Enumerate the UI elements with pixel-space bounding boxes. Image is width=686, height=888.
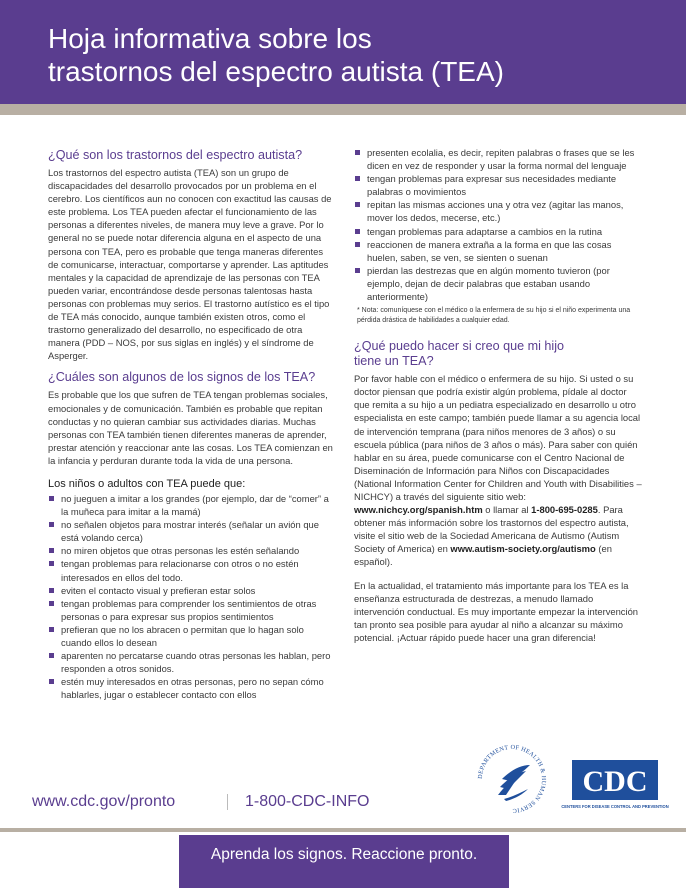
- section-heading-what: ¿Qué son los trastornos del espectro autista?: [48, 148, 303, 162]
- body-text-part: (en español).: [354, 543, 612, 568]
- list-item: tengan problemas para adaptarse a cambios en la rutina: [354, 225, 642, 238]
- list-item: pierdan las destrezas que en algún momento tuvieron (por ejemplo, dejan de decir palabras que estaban usando anteriormente): [354, 264, 642, 303]
- signs-list-continued: [354, 146, 642, 303]
- section-heading-signs: ¿Cuáles son algunos de los signos de los TEA?: [48, 370, 316, 385]
- body-text-part: . Para obtener más información sobre los trastornos del espectro autista, visite el sitio web de la Sociedad Americana de Autismo (Autism Society of America) en: [354, 504, 629, 555]
- footer-website-link[interactable]: www.cdc.gov/pronto: [32, 793, 176, 810]
- footer-divider: [227, 794, 228, 810]
- footer-phone[interactable]: 1-800-CDC-INFO: [245, 793, 370, 810]
- hhs-seal-text: DEPARTMENT OF HEALTH & HUMAN SERVIC: [476, 743, 548, 815]
- left-column: [48, 148, 334, 701]
- list-item: reaccionen de manera extraña a la forma en que las cosas huelen, saben, se ven, se sienten o suenan: [354, 238, 642, 264]
- right-column: [354, 146, 642, 644]
- list-item: no señalen objetos para mostrar interés (señalar un avión que está volando cerca): [48, 518, 334, 544]
- section-body-what: Los trastornos del espectro autista (TEA) son un grupo de discapacidades del desarrollo provocados por un problema en el cerebro. Los científicos aun no conocen con exactitud las causas de este problema. Los TEA pueden afectar el funcionamiento de las personas a diferentes niveles, de manera muy leve a grave. Por lo general no se puede notar diferencia alguna en el aspecto de una persona con TEA, pero es probable que tenga maneras diferentes de comunicarse, interactuar, comportarse y aprender. Las aptitudes mentales y la capacidad de aprendizaje de las personas con TEA pueden variar, encontrándose desde personas talentosas hasta personas con problemas muy serios. El trastorno autístico es el tipo de TEA más conocido, aunque también existen otros, como el trastorno generalizado del desarrollo, no especificado de otra manera (PDD – NOS, por sus siglas en inglés) y el síndrome de Asperger.: [48, 167, 332, 362]
- body-text-part: Por favor hable con el médico o enfermera de su hijo. Si usted o su doctor piensan que podría existir algún problema, pídale al doctor que remita a su hijo a un pediatra especializado en desarrollo u otro especialista en este campo; también puede llamar a su agencia local de intervención temprana (para niños menores de 3 años) o su escuela pública (para niños de 3 años o más). Para saber con quién hablar en su área, puede comunicarse con el Centro Nacional de Diseminación de Información para Niños con Discapacidades (National Information Center for Children and Youth with Disabilities – NICHCY) a través del siguiente sitio web:: [354, 373, 642, 502]
- footnote: * Nota: comuníquese con el médico o la enfermera de su hijo si el niño experimenta una pérdida drástica de habilidades a cualquier edad.: [357, 307, 631, 324]
- list-item: presenten ecolalia, es decir, repiten palabras o frases que se les dicen en vez de responder y usar la forma normal del lenguaje: [354, 146, 642, 172]
- list-item: repitan las mismas acciones una y otra vez (agitar las manos, mover los dedos, mecerse, etc.): [354, 198, 642, 224]
- list-item: estén muy interesados en otras personas, pero no sepan cómo hablarles, jugar o establecer contacto con ellos: [48, 675, 334, 701]
- header-rule: [0, 104, 686, 115]
- section-body-treatment: En la actualidad, el tratamiento más importante para los TEA es la enseñanza estructurada de destrezas, a menudo llamado intervención conductual. Es muy importante empezar la intervención tan pronto sea posible para ayudar al niño a alcanzar su máximo potencial. ¡Actuar rápido puede hacer una gran diferencia!: [354, 579, 639, 643]
- section-heading-what-to-do-line1: ¿Qué puedo hacer si creo que mi hijo: [354, 339, 565, 354]
- signs-list: [48, 492, 334, 702]
- page-title-line2: trastornos del espectro autista (TEA): [48, 56, 504, 87]
- hhs-seal-logo: [470, 737, 554, 821]
- tagline-banner: Aprenda los signos. Reaccione pronto.: [179, 835, 509, 888]
- section-body-what-to-do: [354, 372, 642, 568]
- list-item: prefieran que no los abracen o permitan que lo hagan solo cuando ellos lo desean: [48, 623, 334, 649]
- cdc-logo: [561, 760, 669, 814]
- list-item: eviten el contacto visual y prefieran estar solos: [48, 584, 334, 597]
- header-banner: [0, 0, 686, 104]
- section-heading-what-to-do: [354, 339, 642, 369]
- list-item: tengan problemas para relacionarse con otros o no estén interesados en ellos del todo.: [48, 557, 334, 583]
- footer-rule: [0, 828, 686, 832]
- list-item: tengan problemas para expresar sus necesidades mediante palabras o movimientos: [354, 172, 642, 198]
- page-title-line1: Hoja informativa sobre los: [48, 23, 372, 54]
- section-body-signs: Es probable que los que sufren de TEA tengan problemas sociales, emocionales y de comunicación. También es probable que repitan conductas y no quieran cambiar sus actividades diarias. Muchas personas con TEA también tienen diferentes maneras de aprender, prestar atención y reaccionar ante las cosas. Los TEA comienzan en la infancia y perduran durante toda la vida de una persona.: [48, 389, 333, 466]
- nichcy-link[interactable]: www.nichcy.org/spanish.htm: [354, 504, 483, 516]
- cdc-wordmark: CDC: [582, 765, 648, 798]
- phone-number[interactable]: 1-800-695-0285: [531, 504, 598, 516]
- cdc-subtext: CENTERS FOR DISEASE CONTROL AND PREVENTION: [561, 804, 669, 809]
- list-item: no jueguen a imitar a los grandes (por ejemplo, dar de “comer” a la muñeca para imitar a la mamá): [48, 492, 334, 518]
- list-item: no miren objetos que otras personas les estén señalando: [48, 544, 334, 557]
- list-heading: Los niños o adultos con TEA puede que:: [48, 477, 246, 490]
- page-title: [48, 22, 504, 88]
- list-item: tengan problemas para comprender los sentimientos de otras personas o para expresar sus propios sentimientos: [48, 597, 334, 623]
- section-heading-what-to-do-line2: tiene un TEA?: [354, 354, 434, 369]
- hhs-eagle-icon: [470, 737, 554, 821]
- list-item: aparenten no percatarse cuando otras personas les hablan, pero responden a otros sonidos.: [48, 649, 334, 675]
- body-text-part: o llamar al: [482, 504, 532, 516]
- autism-society-link[interactable]: www.autism-society.org/autismo: [450, 543, 596, 555]
